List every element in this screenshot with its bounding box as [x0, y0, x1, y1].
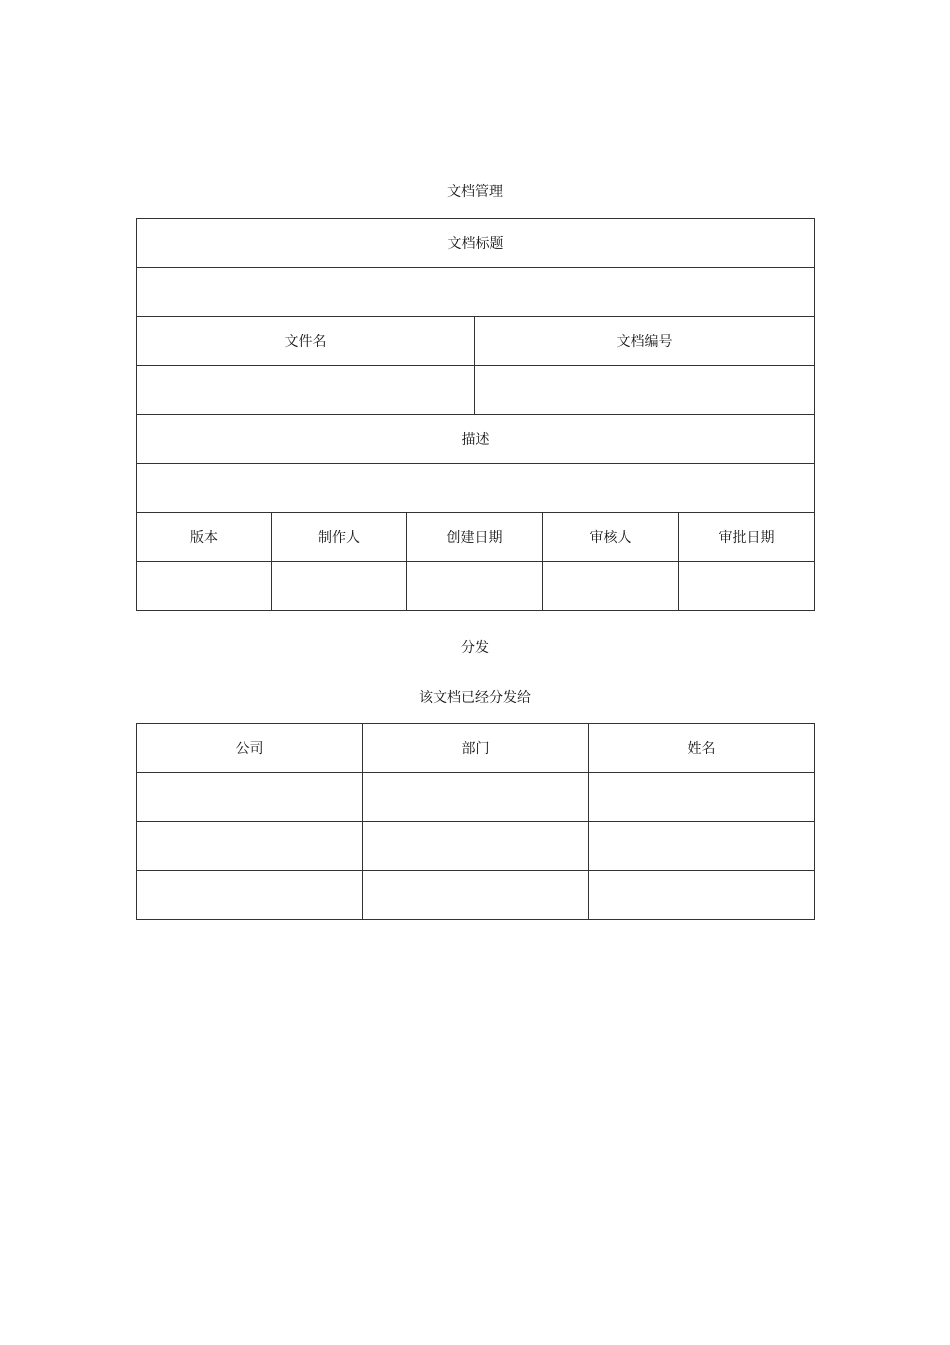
- department-label: 部门: [363, 724, 589, 773]
- company-field[interactable]: [137, 773, 363, 822]
- document-info-table: [136, 218, 815, 611]
- description-header-row: [137, 415, 815, 464]
- distribution-subheading: 该文档已经分发给: [419, 690, 531, 706]
- company-field[interactable]: [137, 871, 363, 920]
- author-label: 制作人: [272, 513, 407, 562]
- author-field[interactable]: [272, 562, 407, 611]
- description-label: 描述: [137, 415, 815, 464]
- name-field[interactable]: [589, 871, 815, 920]
- distribution-header-row: [137, 724, 815, 773]
- reviewer-label: 审核人: [543, 513, 679, 562]
- department-field[interactable]: [363, 822, 589, 871]
- doc-title-label: 文档标题: [137, 219, 815, 268]
- name-field[interactable]: [589, 822, 815, 871]
- table-row: [137, 871, 815, 920]
- name-label: 姓名: [589, 724, 815, 773]
- reviewer-field[interactable]: [543, 562, 679, 611]
- file-name-label: 文件名: [137, 317, 475, 366]
- table-row: [137, 822, 815, 871]
- file-info-header-row: [137, 317, 815, 366]
- doc-title-header-row: [137, 219, 815, 268]
- description-field[interactable]: [137, 464, 815, 513]
- distribution-table: [136, 723, 815, 920]
- table-row: [137, 773, 815, 822]
- meta-header-row: [137, 513, 815, 562]
- department-field[interactable]: [363, 773, 589, 822]
- file-name-field[interactable]: [137, 366, 475, 415]
- company-field[interactable]: [137, 822, 363, 871]
- distribution-heading: 分发: [461, 640, 489, 656]
- version-field[interactable]: [137, 562, 272, 611]
- name-field[interactable]: [589, 773, 815, 822]
- doc-number-label: 文档编号: [475, 317, 815, 366]
- doc-title-field[interactable]: [137, 268, 815, 317]
- approval-date-field[interactable]: [679, 562, 815, 611]
- description-value-row: [137, 464, 815, 513]
- file-info-value-row: [137, 366, 815, 415]
- created-date-label: 创建日期: [407, 513, 543, 562]
- version-label: 版本: [137, 513, 272, 562]
- doc-number-field[interactable]: [475, 366, 815, 415]
- approval-date-label: 审批日期: [679, 513, 815, 562]
- company-label: 公司: [137, 724, 363, 773]
- department-field[interactable]: [363, 871, 589, 920]
- doc-title-value-row: [137, 268, 815, 317]
- page-title: 文档管理: [447, 184, 503, 200]
- meta-value-row: [137, 562, 815, 611]
- created-date-field[interactable]: [407, 562, 543, 611]
